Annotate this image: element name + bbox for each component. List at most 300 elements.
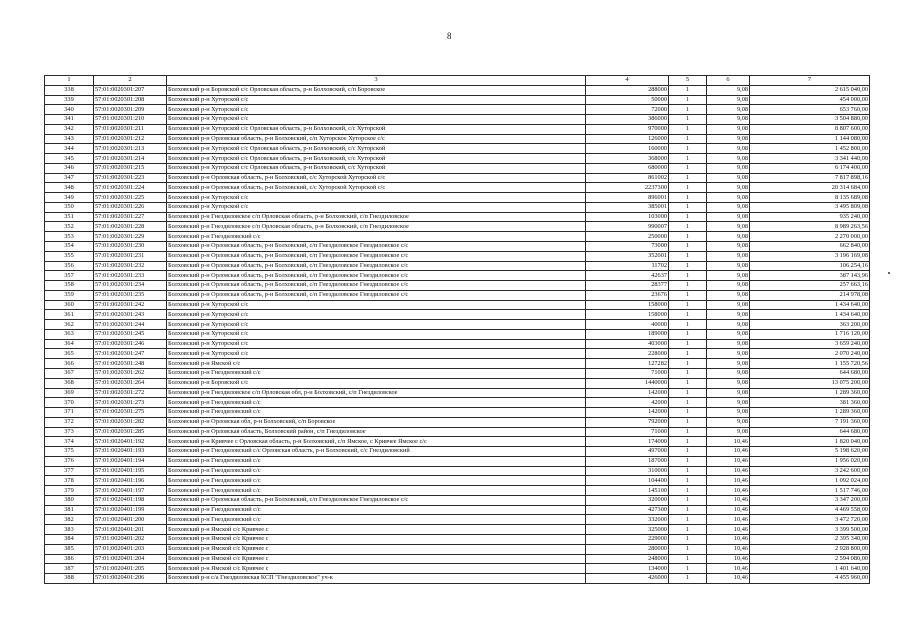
row-number-cell: 384 <box>45 534 94 544</box>
cadastral-number-cell: 57:01:0020301:215 <box>94 163 167 173</box>
location-cell: Болховский р-н Ямской с/с Кривчее с <box>167 564 586 574</box>
location-cell: Болховский р-н Гнездиловский с/с <box>167 466 586 476</box>
rate-cell: 10,46 <box>707 447 750 457</box>
rate-cell: 9,08 <box>707 222 750 232</box>
row-number-cell: 367 <box>45 368 94 378</box>
cadastral-number-cell: 57:01:0020301:225 <box>94 193 167 203</box>
count-cell: 1 <box>669 193 707 203</box>
cadastral-value-cell: 3 399 500,00 <box>750 525 870 535</box>
row-number-cell: 352 <box>45 222 94 232</box>
area-cell: 174000 <box>586 437 669 447</box>
row-number-cell: 388 <box>45 574 94 584</box>
cadastral-value-cell: 257 663,16 <box>750 281 870 291</box>
count-cell: 1 <box>669 495 707 505</box>
location-cell: Болховский р-н Орловская область, р-н Болховский, с/п Гнездиловское Гнездиловское с/с <box>167 261 586 271</box>
rate-cell: 9,08 <box>707 427 750 437</box>
location-cell: Болховский р-н Хуторской с/с <box>167 329 586 339</box>
table-row <box>45 320 870 330</box>
area-cell: 142000 <box>586 388 669 398</box>
row-number-cell: 363 <box>45 329 94 339</box>
rate-cell: 10,46 <box>707 544 750 554</box>
row-number-cell: 361 <box>45 310 94 320</box>
table-row <box>45 534 870 544</box>
column-header-6: 6 <box>707 76 750 86</box>
rate-cell: 9,08 <box>707 398 750 408</box>
cadastral-value-cell: 2 270 000,00 <box>750 232 870 242</box>
cadastral-number-cell: 57:01:0020401:192 <box>94 437 167 447</box>
rate-cell: 10,46 <box>707 505 750 515</box>
count-cell: 1 <box>669 261 707 271</box>
area-cell: 385001 <box>586 202 669 212</box>
table-row <box>45 525 870 535</box>
cadastral-value-cell: 3 341 440,00 <box>750 154 870 164</box>
count-cell: 1 <box>669 359 707 369</box>
cadastral-value-cell: 3 659 240,00 <box>750 339 870 349</box>
rate-cell: 10,46 <box>707 456 750 466</box>
table-row <box>45 456 870 466</box>
location-cell: Болховский р-н Хуторской с/с Орловская область, р-н Болховский, с/с Хуторской <box>167 144 586 154</box>
cadastral-value-cell: 4 455 960,00 <box>750 574 870 584</box>
table-row <box>45 329 870 339</box>
table-row <box>45 544 870 554</box>
rate-cell: 9,08 <box>707 154 750 164</box>
area-cell: 40000 <box>586 320 669 330</box>
rate-cell: 9,08 <box>707 163 750 173</box>
cadastral-value-cell: 8 135 689,08 <box>750 193 870 203</box>
cadastral-value-cell: 1 716 120,00 <box>750 329 870 339</box>
rate-cell: 9,08 <box>707 368 750 378</box>
row-number-cell: 358 <box>45 281 94 291</box>
location-cell: Болховский р-н Гнездиловский с/с <box>167 505 586 515</box>
table-row <box>45 144 870 154</box>
table-row <box>45 300 870 310</box>
page-number: 8 <box>447 31 452 41</box>
row-number-cell: 368 <box>45 378 94 388</box>
table-row <box>45 359 870 369</box>
rate-cell: 9,08 <box>707 300 750 310</box>
rate-cell: 9,08 <box>707 290 750 300</box>
rate-cell: 9,08 <box>707 281 750 291</box>
area-cell: 104400 <box>586 476 669 486</box>
row-number-cell: 379 <box>45 486 94 496</box>
cadastral-value-cell: 1 144 080,00 <box>750 134 870 144</box>
row-number-cell: 365 <box>45 349 94 359</box>
cadastral-value-cell: 1 956 020,00 <box>750 456 870 466</box>
cadastral-number-cell: 57:01:0020301:232 <box>94 261 167 271</box>
location-cell: Болховский р-н Ямской с/с Кривчее с <box>167 544 586 554</box>
cadastral-number-cell: 57:01:0020301:242 <box>94 300 167 310</box>
cadastral-value-cell: 2 594 080,00 <box>750 554 870 564</box>
location-cell: Болховский р-н Кривчее с Орловская область, р-н Болховский, с/п Ямское, с Кривчее Ямское с/с <box>167 437 586 447</box>
area-cell: 497000 <box>586 447 669 457</box>
table-row <box>45 134 870 144</box>
rate-cell: 10,46 <box>707 534 750 544</box>
area-cell: 158000 <box>586 300 669 310</box>
count-cell: 1 <box>669 378 707 388</box>
area-cell: 1440000 <box>586 378 669 388</box>
cadastral-number-cell: 57:01:0020401:195 <box>94 466 167 476</box>
cadastral-number-cell: 57:01:0020301:233 <box>94 271 167 281</box>
row-number-cell: 373 <box>45 427 94 437</box>
rate-cell: 9,08 <box>707 320 750 330</box>
location-cell: Болховский р-н Хуторской с/с Орловская область, р-н Болховский, с/с Хуторской <box>167 163 586 173</box>
cadastral-number-cell: 57:01:0020301:230 <box>94 242 167 252</box>
area-cell: 320000 <box>586 495 669 505</box>
area-cell: 990007 <box>586 222 669 232</box>
rate-cell: 9,08 <box>707 329 750 339</box>
cadastral-number-cell: 57:01:0020301:248 <box>94 359 167 369</box>
rate-cell: 9,08 <box>707 271 750 281</box>
count-cell: 1 <box>669 251 707 261</box>
count-cell: 1 <box>669 456 707 466</box>
area-cell: 325000 <box>586 525 669 535</box>
area-cell: 72000 <box>586 105 669 115</box>
location-cell: Болховский р-н Гнездиловский с/с Орловская область, р-н Болховский, с/с Гнездиловский <box>167 447 586 457</box>
location-cell: Болховский р-н Ямской с/с Кривчее с <box>167 554 586 564</box>
location-cell: Болховский р-н Хуторской с/с <box>167 193 586 203</box>
area-cell: 229000 <box>586 534 669 544</box>
area-cell: 145100 <box>586 486 669 496</box>
cadastral-value-cell: 7 817 898,16 <box>750 173 870 183</box>
count-cell: 1 <box>669 329 707 339</box>
cadastral-number-cell: 57:01:0020301:224 <box>94 183 167 193</box>
location-cell: Болховский р-н Гнездиловский с/с <box>167 232 586 242</box>
table-row <box>45 183 870 193</box>
table-row <box>45 281 870 291</box>
row-number-cell: 340 <box>45 105 94 115</box>
table-header-row <box>45 76 870 86</box>
rate-cell: 9,08 <box>707 310 750 320</box>
count-cell: 1 <box>669 486 707 496</box>
table-row <box>45 115 870 125</box>
row-number-cell: 359 <box>45 290 94 300</box>
row-number-cell: 375 <box>45 447 94 457</box>
location-cell: Болховский р-н Хуторской с/с <box>167 300 586 310</box>
location-cell: Болховский р-н с/а Гнездиловская КСП "Гнездиловское" уч-к <box>167 574 586 584</box>
cadastral-number-cell: 57:01:0020301:264 <box>94 378 167 388</box>
cadastral-value-cell: 2 070 240,00 <box>750 349 870 359</box>
table-row <box>45 202 870 212</box>
location-cell: Болховский р-н Хуторской с/с <box>167 115 586 125</box>
area-cell: 50000 <box>586 95 669 105</box>
row-number-cell: 380 <box>45 495 94 505</box>
row-number-cell: 343 <box>45 134 94 144</box>
area-cell: 680000 <box>586 163 669 173</box>
cadastral-value-cell: 1 820 040,00 <box>750 437 870 447</box>
cadastral-number-cell: 57:01:0020401:203 <box>94 544 167 554</box>
cadastral-number-cell: 57:01:0020401:205 <box>94 564 167 574</box>
cadastral-value-cell: 381 360,00 <box>750 398 870 408</box>
table-row <box>45 232 870 242</box>
row-number-cell: 387 <box>45 564 94 574</box>
rate-cell: 10,46 <box>707 515 750 525</box>
row-number-cell: 371 <box>45 408 94 418</box>
row-number-cell: 381 <box>45 505 94 515</box>
cadastral-number-cell: 57:01:0020301:227 <box>94 212 167 222</box>
rate-cell: 9,08 <box>707 115 750 125</box>
scan-speck <box>888 272 890 274</box>
count-cell: 1 <box>669 144 707 154</box>
area-cell: 248000 <box>586 554 669 564</box>
area-cell: 250000 <box>586 232 669 242</box>
cadastral-number-cell: 57:01:0020401:202 <box>94 534 167 544</box>
rate-cell: 9,08 <box>707 232 750 242</box>
cadastral-number-cell: 57:01:0020401:204 <box>94 554 167 564</box>
location-cell: Болховский р-н Гнездиловское с/п Орловская область, р-н Болховский, с/п Гнездиловское <box>167 212 586 222</box>
area-cell: 23676 <box>586 290 669 300</box>
table-row <box>45 310 870 320</box>
cadastral-number-cell: 57:01:0020301:245 <box>94 329 167 339</box>
cadastral-value-cell: 106 254,16 <box>750 261 870 271</box>
cadastral-value-cell: 3 472 720,00 <box>750 515 870 525</box>
cadastral-number-cell: 57:01:0020301:209 <box>94 105 167 115</box>
count-cell: 1 <box>669 95 707 105</box>
row-number-cell: 369 <box>45 388 94 398</box>
rate-cell: 9,08 <box>707 202 750 212</box>
row-number-cell: 370 <box>45 398 94 408</box>
cadastral-value-cell: 5 198 620,00 <box>750 447 870 457</box>
table-row <box>45 505 870 515</box>
cadastral-value-cell: 662 840,00 <box>750 242 870 252</box>
count-cell: 1 <box>669 115 707 125</box>
table-row <box>45 251 870 261</box>
cadastral-value-cell: 363 200,00 <box>750 320 870 330</box>
location-cell: Болховский р-н Орловская область, р-н Болховский, с/п Гнездиловское Гнездиловское с/с <box>167 290 586 300</box>
cadastral-value-cell: 1 517 746,00 <box>750 486 870 496</box>
cadastral-number-cell: 57:01:0020301:246 <box>94 339 167 349</box>
cadastral-value-cell: 214 978,08 <box>750 290 870 300</box>
table-row <box>45 173 870 183</box>
table-row <box>45 95 870 105</box>
row-number-cell: 346 <box>45 163 94 173</box>
cadastral-number-cell: 57:01:0020301:243 <box>94 310 167 320</box>
rate-cell: 9,08 <box>707 378 750 388</box>
count-cell: 1 <box>669 242 707 252</box>
count-cell: 1 <box>669 417 707 427</box>
area-cell: 386000 <box>586 115 669 125</box>
cadastral-value-cell: 3 495 809,08 <box>750 202 870 212</box>
count-cell: 1 <box>669 447 707 457</box>
count-cell: 1 <box>669 564 707 574</box>
cadastral-number-cell: 57:01:0020301:285 <box>94 427 167 437</box>
location-cell: Болховский р-н Хуторской с/с Орловская область, р-н Болховский, с/с Хуторской <box>167 154 586 164</box>
cadastral-value-cell: 1 092 024,00 <box>750 476 870 486</box>
row-number-cell: 366 <box>45 359 94 369</box>
cadastral-value-cell: 2 395 340,00 <box>750 534 870 544</box>
row-number-cell: 342 <box>45 124 94 134</box>
count-cell: 1 <box>669 574 707 584</box>
area-cell: 158000 <box>586 310 669 320</box>
location-cell: Болховский р-н Орловская область, р-н Болховский, с/п Гнездиловское Гнездиловское с/с <box>167 495 586 505</box>
cadastral-number-cell: 57:01:0020401:200 <box>94 515 167 525</box>
cadastral-value-cell: 2 928 800,00 <box>750 544 870 554</box>
count-cell: 1 <box>669 525 707 535</box>
table-row <box>45 495 870 505</box>
area-cell: 427300 <box>586 505 669 515</box>
rate-cell: 10,46 <box>707 564 750 574</box>
count-cell: 1 <box>669 85 707 95</box>
row-number-cell: 355 <box>45 251 94 261</box>
rate-cell: 9,08 <box>707 242 750 252</box>
table-row <box>45 574 870 584</box>
count-cell: 1 <box>669 388 707 398</box>
cadastral-number-cell: 57:01:0020301:235 <box>94 290 167 300</box>
rate-cell: 9,08 <box>707 124 750 134</box>
column-header-3: 3 <box>167 76 586 86</box>
cadastral-number-cell: 57:01:0020301:212 <box>94 134 167 144</box>
table-row <box>45 124 870 134</box>
cadastral-number-cell: 57:01:0020301:223 <box>94 173 167 183</box>
location-cell: Болховский р-н Хуторской с/с <box>167 310 586 320</box>
row-number-cell: 357 <box>45 271 94 281</box>
rate-cell: 10,46 <box>707 437 750 447</box>
rate-cell: 9,08 <box>707 95 750 105</box>
location-cell: Болховский р-н Гнездиловское с/п Орловская обл, р-н Болховский, с/п Гнездиловское <box>167 388 586 398</box>
cadastral-number-cell: 57:01:0020401:199 <box>94 505 167 515</box>
count-cell: 1 <box>669 212 707 222</box>
land-plot-table <box>44 75 870 584</box>
rate-cell: 9,08 <box>707 134 750 144</box>
row-number-cell: 350 <box>45 202 94 212</box>
rate-cell: 10,46 <box>707 495 750 505</box>
row-number-cell: 349 <box>45 193 94 203</box>
area-cell: 103000 <box>586 212 669 222</box>
count-cell: 1 <box>669 134 707 144</box>
table-row <box>45 193 870 203</box>
count-cell: 1 <box>669 534 707 544</box>
location-cell: Болховский р-н Гнездиловский с/с <box>167 515 586 525</box>
row-number-cell: 360 <box>45 300 94 310</box>
location-cell: Болховский р-н Ямской с/с Кривчее с <box>167 525 586 535</box>
area-cell: 896001 <box>586 193 669 203</box>
table-row <box>45 85 870 95</box>
cadastral-number-cell: 57:01:0020301:210 <box>94 115 167 125</box>
cadastral-value-cell: 6 174 400,00 <box>750 163 870 173</box>
location-cell: Болховский р-н Гнездиловский с/с <box>167 476 586 486</box>
area-cell: 142000 <box>586 408 669 418</box>
count-cell: 1 <box>669 281 707 291</box>
location-cell: Болховский р-н Гнездиловский с/с <box>167 408 586 418</box>
cadastral-value-cell: 8 989 263,56 <box>750 222 870 232</box>
cadastral-number-cell: 57:01:0020401:196 <box>94 476 167 486</box>
location-cell: Болховский р-н Орловская область, р-н Болховский, с/с Хуторской Хуторской с/с <box>167 183 586 193</box>
cadastral-value-cell: 935 240,00 <box>750 212 870 222</box>
cadastral-value-cell: 644 680,00 <box>750 368 870 378</box>
location-cell: Болховский р-н Хуторской с/с <box>167 105 586 115</box>
location-cell: Болховский р-н Гнездиловский с/с <box>167 456 586 466</box>
cadastral-number-cell: 57:01:0020301:272 <box>94 388 167 398</box>
location-cell: Болховский р-н Ямской с/с Кривчее с <box>167 534 586 544</box>
table-row <box>45 271 870 281</box>
table-row <box>45 398 870 408</box>
cadastral-value-cell: 1 434 640,00 <box>750 310 870 320</box>
area-cell: 11702 <box>586 261 669 271</box>
count-cell: 1 <box>669 173 707 183</box>
row-number-cell: 374 <box>45 437 94 447</box>
count-cell: 1 <box>669 408 707 418</box>
cadastral-value-cell: 1 289 360,00 <box>750 408 870 418</box>
table-row <box>45 388 870 398</box>
row-number-cell: 347 <box>45 173 94 183</box>
row-number-cell: 377 <box>45 466 94 476</box>
area-cell: 42637 <box>586 271 669 281</box>
count-cell: 1 <box>669 232 707 242</box>
count-cell: 1 <box>669 368 707 378</box>
rate-cell: 9,08 <box>707 173 750 183</box>
location-cell: Болховский р-н Гнездиловский с/с <box>167 486 586 496</box>
table-row <box>45 378 870 388</box>
column-header-4: 4 <box>586 76 669 86</box>
cadastral-value-cell: 454 000,00 <box>750 95 870 105</box>
count-cell: 1 <box>669 310 707 320</box>
rate-cell: 9,08 <box>707 359 750 369</box>
table-row <box>45 290 870 300</box>
cadastral-number-cell: 57:01:0020301:207 <box>94 85 167 95</box>
area-cell: 73000 <box>586 242 669 252</box>
cadastral-value-cell: 3 196 169,08 <box>750 251 870 261</box>
cadastral-number-cell: 57:01:0020301:244 <box>94 320 167 330</box>
location-cell: Болховский р-н Орловская область, р-н Болховский, с/п Гнездиловское Гнездиловское с/с <box>167 281 586 291</box>
rate-cell: 9,08 <box>707 144 750 154</box>
cadastral-number-cell: 57:01:0020301:234 <box>94 281 167 291</box>
cadastral-number-cell: 57:01:0020301:282 <box>94 417 167 427</box>
location-cell: Болховский р-н Орловская область, р-н Болховский, с/с Хуторской Хуторской с/с <box>167 173 586 183</box>
location-cell: Болховский р-н Боровской с/с <box>167 378 586 388</box>
table-row <box>45 447 870 457</box>
rate-cell: 9,08 <box>707 193 750 203</box>
table-row <box>45 554 870 564</box>
count-cell: 1 <box>669 320 707 330</box>
count-cell: 1 <box>669 290 707 300</box>
row-number-cell: 382 <box>45 515 94 525</box>
area-cell: 332000 <box>586 515 669 525</box>
rate-cell: 10,46 <box>707 486 750 496</box>
cadastral-value-cell: 20 314 684,00 <box>750 183 870 193</box>
table-row <box>45 515 870 525</box>
area-cell: 280000 <box>586 544 669 554</box>
area-cell: 42000 <box>586 398 669 408</box>
area-cell: 792000 <box>586 417 669 427</box>
row-number-cell: 372 <box>45 417 94 427</box>
count-cell: 1 <box>669 554 707 564</box>
row-number-cell: 339 <box>45 95 94 105</box>
location-cell: Болховский р-н Орловская область, р-н Болховский, с/п Гнездиловское Гнездиловское с/с <box>167 251 586 261</box>
row-number-cell: 338 <box>45 85 94 95</box>
location-cell: Болховский р-н Хуторской с/с <box>167 202 586 212</box>
count-cell: 1 <box>669 349 707 359</box>
cadastral-value-cell: 1 289 360,00 <box>750 388 870 398</box>
rate-cell: 9,08 <box>707 339 750 349</box>
cadastral-number-cell: 57:01:0020401:201 <box>94 525 167 535</box>
area-cell: 28377 <box>586 281 669 291</box>
table-row <box>45 212 870 222</box>
cadastral-value-cell: 8 807 600,00 <box>750 124 870 134</box>
area-cell: 352001 <box>586 251 669 261</box>
cadastral-number-cell: 57:01:0020401:194 <box>94 456 167 466</box>
row-number-cell: 378 <box>45 476 94 486</box>
area-cell: 426000 <box>586 574 669 584</box>
cadastral-number-cell: 57:01:0020301:231 <box>94 251 167 261</box>
table-row <box>45 339 870 349</box>
row-number-cell: 386 <box>45 554 94 564</box>
cadastral-value-cell: 1 434 640,00 <box>750 300 870 310</box>
rate-cell: 9,08 <box>707 183 750 193</box>
row-number-cell: 353 <box>45 232 94 242</box>
table-body <box>45 85 870 583</box>
location-cell: Болховский р-н Гнездиловский с/с <box>167 398 586 408</box>
row-number-cell: 356 <box>45 261 94 271</box>
count-cell: 1 <box>669 437 707 447</box>
